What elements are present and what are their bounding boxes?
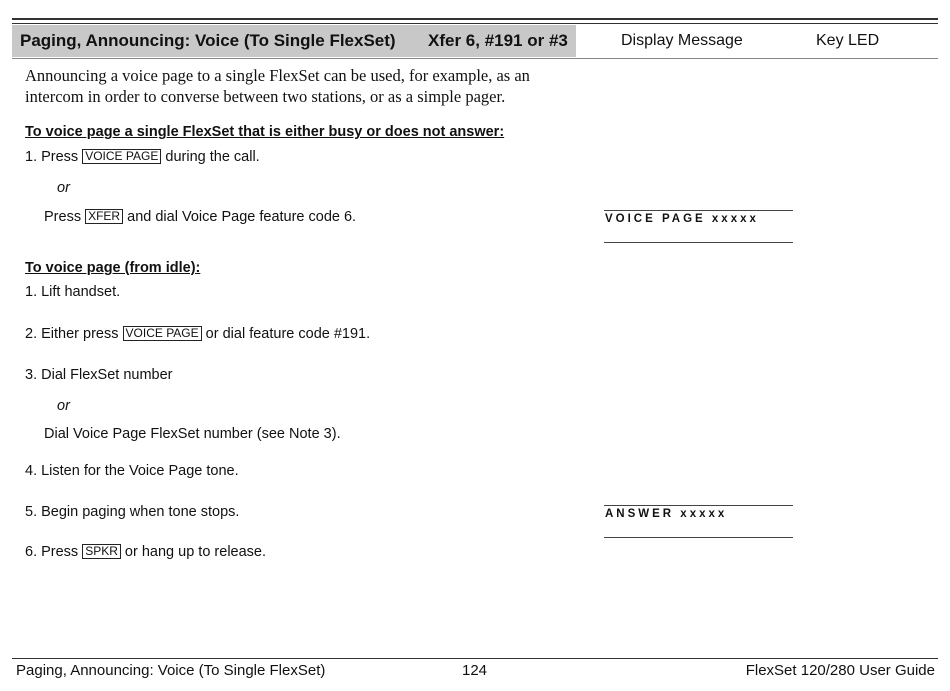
footer-title: Paging, Announcing: Voice (To Single FlexSet) <box>16 662 326 679</box>
idle-step-3-alt: Dial Voice Page FlexSet number (see Note 3). <box>44 426 341 442</box>
xfer-key: XFER <box>85 209 123 224</box>
top-rule-thin <box>12 23 938 24</box>
busy-step-alt: Press XFER and dial Voice Page feature code 6. <box>44 209 357 225</box>
section-heading-idle: To voice page (from idle): <box>25 260 201 276</box>
idle-step-4: 4. Listen for the Voice Page tone. <box>25 463 239 479</box>
idle-step-2: 2. Either press VOICE PAGE or dial feature code #191. <box>25 326 371 342</box>
voice-page-key: VOICE PAGE <box>123 326 202 341</box>
display-line-top <box>604 505 793 506</box>
header-bottom-rule <box>12 58 938 59</box>
idle-step-3: 3. Dial FlexSet number <box>25 367 173 383</box>
or-label: or <box>57 398 70 414</box>
idle-step-1: 1. Lift handset. <box>25 284 121 300</box>
footer-rule <box>12 658 938 659</box>
display-line-top <box>604 210 793 211</box>
section-heading-busy: To voice page a single FlexSet that is either busy or does not answer: <box>25 124 505 140</box>
column-display-message: Display Message <box>621 32 743 49</box>
page-title: Paging, Announcing: Voice (To Single FlexSet) <box>20 31 396 50</box>
top-rule <box>12 18 938 20</box>
display-message-answer: ANSWER xxxxx <box>605 508 728 520</box>
or-label: or <box>57 180 70 196</box>
page-number: 124 <box>462 662 488 679</box>
feature-codes: Xfer 6, #191 or #3 <box>428 31 568 50</box>
intro-paragraph: Announcing a voice page to a single FlexSet can be used, for example, as an intercom in order to converse between two stations, or as a simple pager. <box>25 66 530 106</box>
idle-step-6: 6. Press SPKR or hang up to release. <box>25 544 267 560</box>
idle-step-5: 5. Begin paging when tone stops. <box>25 504 240 520</box>
busy-step-1: 1. Press VOICE PAGE during the call. <box>25 149 260 165</box>
column-key-led: Key LED <box>816 32 880 49</box>
display-line-bottom <box>604 537 793 538</box>
voice-page-key: VOICE PAGE <box>82 149 161 164</box>
spkr-key: SPKR <box>82 544 121 559</box>
display-message-voice-page: VOICE PAGE xxxxx <box>605 213 759 225</box>
display-line-bottom <box>604 242 793 243</box>
footer-guide-name: FlexSet 120/280 User Guide <box>745 662 935 679</box>
